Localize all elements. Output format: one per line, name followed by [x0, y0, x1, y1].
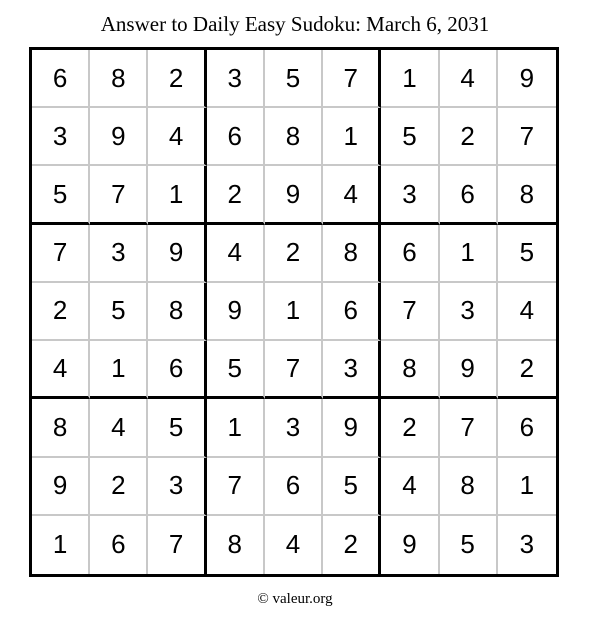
sudoku-cell-r6c8: 9: [440, 341, 498, 399]
sudoku-cell-r5c5: 1: [265, 283, 323, 341]
sudoku-cell-r4c8: 1: [440, 225, 498, 283]
sudoku-cell-r3c4: 2: [207, 166, 265, 224]
sudoku-cell-r8c5: 6: [265, 458, 323, 516]
sudoku-cell-r4c9: 5: [498, 225, 556, 283]
sudoku-cell-r1c2: 8: [90, 50, 148, 108]
sudoku-cell-r4c1: 7: [32, 225, 90, 283]
sudoku-cell-r1c5: 5: [265, 50, 323, 108]
sudoku-cell-r3c7: 3: [381, 166, 439, 224]
sudoku-cell-r3c8: 6: [440, 166, 498, 224]
sudoku-cell-r6c5: 7: [265, 341, 323, 399]
sudoku-cell-r9c7: 9: [381, 516, 439, 574]
sudoku-cell-r2c3: 4: [148, 108, 206, 166]
sudoku-cell-r2c7: 5: [381, 108, 439, 166]
sudoku-cell-r7c5: 3: [265, 399, 323, 457]
sudoku-cell-r3c6: 4: [323, 166, 381, 224]
sudoku-cell-r7c4: 1: [207, 399, 265, 457]
sudoku-cell-r7c8: 7: [440, 399, 498, 457]
sudoku-cell-r8c8: 8: [440, 458, 498, 516]
sudoku-cell-r9c2: 6: [90, 516, 148, 574]
sudoku-cell-r1c6: 7: [323, 50, 381, 108]
sudoku-cell-r8c7: 4: [381, 458, 439, 516]
sudoku-cell-r3c9: 8: [498, 166, 556, 224]
sudoku-cell-r9c8: 5: [440, 516, 498, 574]
sudoku-cell-r8c2: 2: [90, 458, 148, 516]
sudoku-cell-r9c1: 1: [32, 516, 90, 574]
sudoku-cell-r5c2: 5: [90, 283, 148, 341]
sudoku-cell-r1c1: 6: [32, 50, 90, 108]
sudoku-cell-r2c9: 7: [498, 108, 556, 166]
sudoku-cell-r3c3: 1: [148, 166, 206, 224]
sudoku-cell-r6c9: 2: [498, 341, 556, 399]
sudoku-cell-r9c6: 2: [323, 516, 381, 574]
puzzle-title: Answer to Daily Easy Sudoku: March 6, 2031: [100, 12, 490, 36]
sudoku-cell-r1c9: 9: [498, 50, 556, 108]
sudoku-cell-r3c1: 5: [32, 166, 90, 224]
sudoku-cell-r4c2: 3: [90, 225, 148, 283]
sudoku-cell-r8c9: 1: [498, 458, 556, 516]
sudoku-cell-r6c7: 8: [381, 341, 439, 399]
sudoku-cell-r6c2: 1: [90, 341, 148, 399]
sudoku-cell-r5c3: 8: [148, 283, 206, 341]
sudoku-cell-r4c6: 8: [323, 225, 381, 283]
sudoku-cell-r4c7: 6: [381, 225, 439, 283]
sudoku-cell-r5c9: 4: [498, 283, 556, 341]
sudoku-cell-r5c1: 2: [32, 283, 90, 341]
sudoku-cell-r3c5: 9: [265, 166, 323, 224]
sudoku-cell-r6c4: 5: [207, 341, 265, 399]
sudoku-grid: [29, 47, 559, 577]
sudoku-cell-r4c4: 4: [207, 225, 265, 283]
sudoku-cell-r2c1: 3: [32, 108, 90, 166]
sudoku-cell-r8c1: 9: [32, 458, 90, 516]
sudoku-cell-r6c3: 6: [148, 341, 206, 399]
sudoku-cell-r3c2: 7: [90, 166, 148, 224]
sudoku-cell-r7c6: 9: [323, 399, 381, 457]
sudoku-cell-r7c3: 5: [148, 399, 206, 457]
sudoku-cell-r1c7: 1: [381, 50, 439, 108]
sudoku-cell-r2c4: 6: [207, 108, 265, 166]
sudoku-cell-r2c5: 8: [265, 108, 323, 166]
sudoku-cell-r2c6: 1: [323, 108, 381, 166]
sudoku-cell-r1c3: 2: [148, 50, 206, 108]
sudoku-cell-r5c8: 3: [440, 283, 498, 341]
sudoku-cell-r9c4: 8: [207, 516, 265, 574]
sudoku-cell-r9c9: 3: [519, 529, 535, 560]
copyright-footer: © valeur.org: [257, 591, 333, 607]
sudoku-cell-r7c7: 2: [381, 399, 439, 457]
sudoku-cell-r2c8: 2: [440, 108, 498, 166]
sudoku-cell-r5c6: 6: [323, 283, 381, 341]
sudoku-cell-r8c3: 3: [148, 458, 206, 516]
sudoku-cell-r5c4: 9: [207, 283, 265, 341]
sudoku-cell-r8c4: 7: [207, 458, 265, 516]
sudoku-cell-r6c6: 3: [323, 341, 381, 399]
sudoku-cell-r4c3: 9: [148, 225, 206, 283]
sudoku-cell-r1c8: 4: [440, 50, 498, 108]
sudoku-cell-r1c4: 3: [207, 50, 265, 108]
sudoku-cell-r7c2: 4: [90, 399, 148, 457]
sudoku-cell-r6c1: 4: [32, 341, 90, 399]
sudoku-cell-r5c7: 7: [381, 283, 439, 341]
sudoku-cell-r7c9: 6: [498, 399, 556, 457]
sudoku-cell-r7c1: 8: [32, 399, 90, 457]
sudoku-cell-r9c5: 4: [265, 516, 323, 574]
sudoku-cell-r9c3: 7: [148, 516, 206, 574]
sudoku-cell-r8c6: 5: [323, 458, 381, 516]
sudoku-cell-r4c5: 2: [265, 225, 323, 283]
sudoku-cell-r2c2: 9: [90, 108, 148, 166]
